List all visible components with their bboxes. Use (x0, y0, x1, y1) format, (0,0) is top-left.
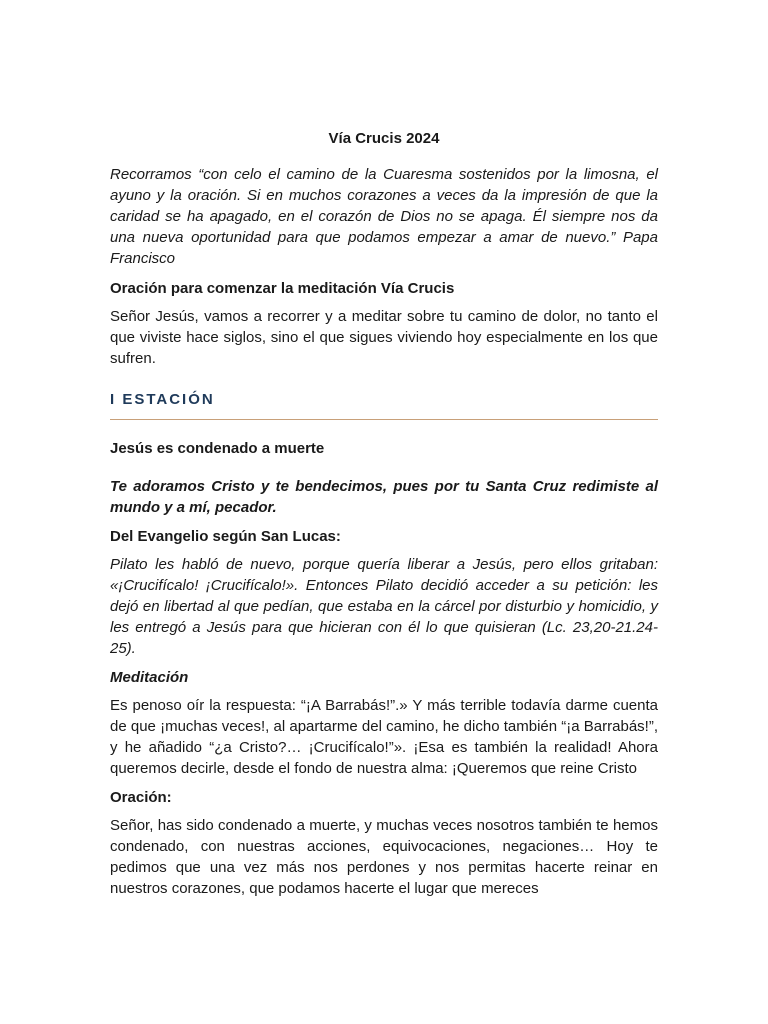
document-title: Vía Crucis 2024 (328, 130, 440, 147)
meditation-text: Es penoso oír la respuesta: “¡A Barrabás!”.» Y más terrible todavía darme cuenta de que ¡muchas veces!, al apartarme del camino, he dicho también “¡a Barrabás!”, y he añadido “¿a Cristo?… ¡Crucifícalo!”». ¡Esa es también la realidad! Ahora queremos decirle, desde el fondo de nuestra alma: ¡Queremos que reine Cristo (110, 697, 658, 777)
prayer-heading: Oración: (110, 789, 172, 806)
meditation-heading: Meditación (110, 669, 189, 686)
opening-prayer-text: Señor Jesús, vamos a recorrer y a meditar sobre tu camino de dolor, no tanto el que viviste hace siglos, sino el que sigues viviendo hoy especialmente en los que sufren. (110, 308, 658, 367)
station-title: I ESTACIÓN (110, 389, 658, 420)
opening-prayer-heading: Oración para comenzar la meditación Vía Crucis (110, 280, 455, 297)
gospel-text: Pilato les habló de nuevo, porque quería liberar a Jesús, pero ellos gritaban: «¡Crucifícalo! ¡Crucifícalo!». Entonces Pilato decidió acceder a su petición: les dejó en libertad al que pedían, que estaba en la cárcel por disturbio y homicidio, y les entregó a Jesús para que hicieran con él lo que quisieran (Lc. 23,20-21.24-25). (110, 556, 658, 657)
intro-quote: Recorramos “con celo el camino de la Cuaresma sostenidos por la limosna, el ayuno y la oración. Si en muchos corazones a veces da la impresión de que la caridad se ha apagado, en el corazón de Dios no se apaga. Él siempre nos da una nueva oportunidad para que podamos empezar a amar de nuevo.” Papa Francisco (110, 166, 658, 267)
gospel-heading: Del Evangelio según San Lucas: (110, 528, 341, 545)
prayer-text: Señor, has sido condenado a muerte, y muchas veces nosotros también te hemos condenado, con nuestras acciones, equivocaciones, negaciones… Hoy te pedimos que una vez más nos perdones y nos permitas hacerte reinar en nuestros corazones, que podamos hacerte el lugar que mereces (110, 817, 658, 897)
adoration-text: Te adoramos Cristo y te bendecimos, pues por tu Santa Cruz redimiste al mundo y a mí, pecador. (110, 478, 658, 516)
station-subtitle: Jesús es condenado a muerte (110, 440, 325, 457)
